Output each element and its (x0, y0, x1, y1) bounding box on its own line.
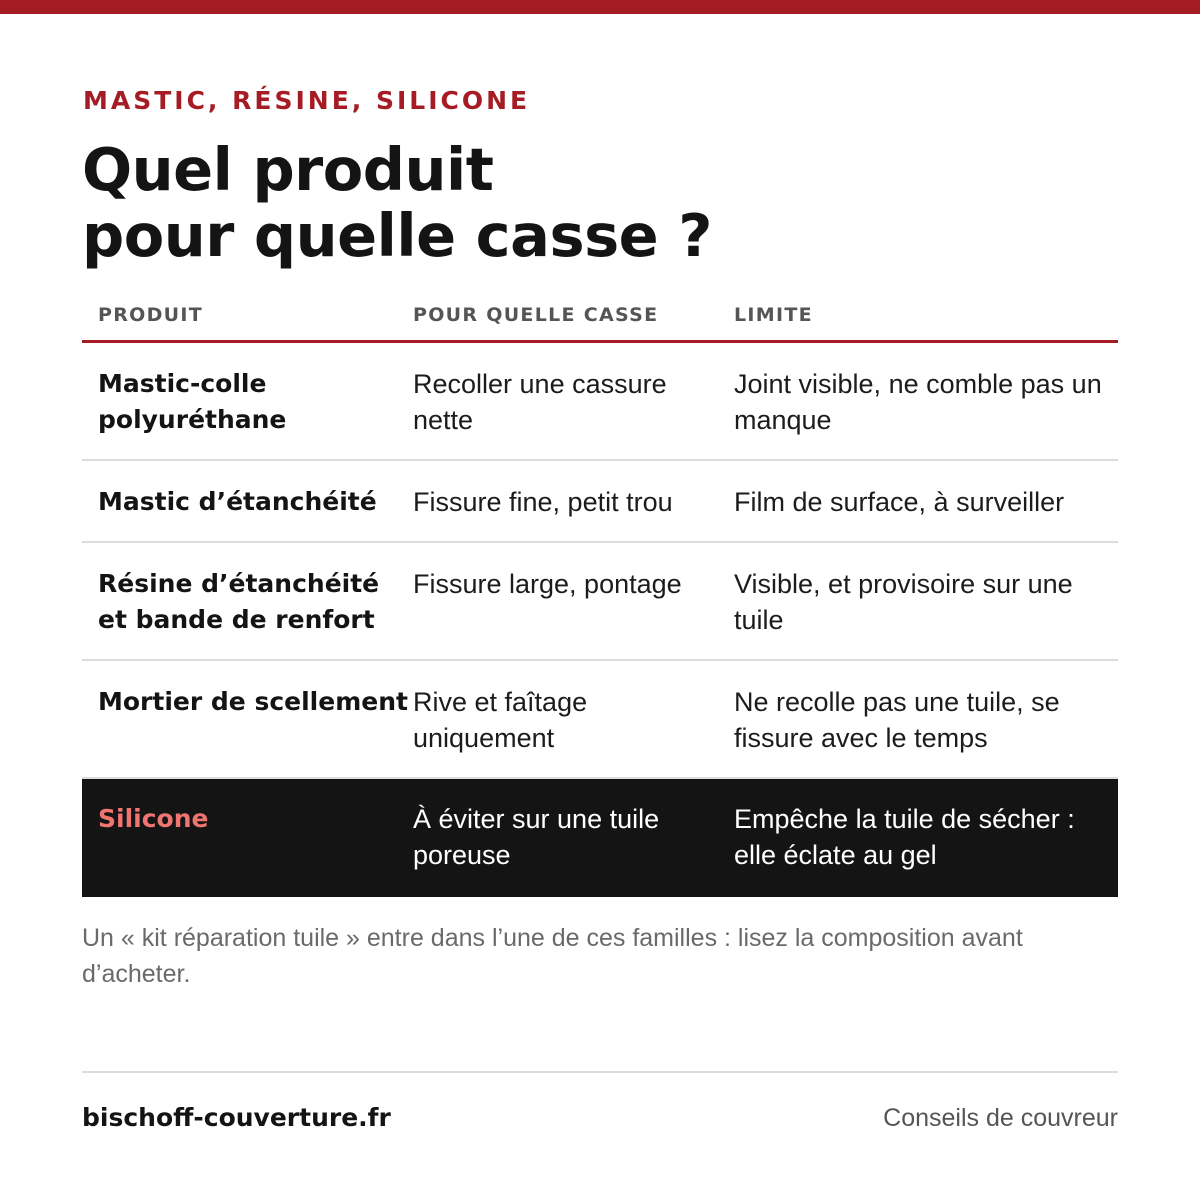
use-case: À éviter sur une tuile poreuse (413, 804, 660, 870)
table-row (82, 461, 1118, 543)
use-case: Recoller une cassure nette (413, 369, 667, 435)
footer-divider (82, 1071, 1118, 1073)
limit: Film de surface, à surveiller (734, 487, 1065, 517)
table-row-warning (82, 779, 1118, 897)
table-header (82, 290, 1118, 343)
use-case: Fissure large, pontage (413, 569, 682, 599)
header-pour-quelle-casse: POUR QUELLE CASSE (413, 304, 659, 326)
top-accent-bar (0, 0, 1200, 14)
limit: Joint visible, ne comble pas un manque (734, 369, 1102, 435)
table-row (82, 543, 1118, 661)
use-case: Rive et faîtage uniquement (413, 687, 588, 753)
title-line-1: Quel produit (82, 135, 494, 204)
product-name: Mortier de scellement (98, 687, 408, 716)
product-table (82, 290, 1118, 897)
product-name: Mastic d’étanchéité (98, 487, 377, 516)
header-limite: LIMITE (734, 304, 813, 326)
limit: Ne recolle pas une tuile, se fissure avec le temps (734, 687, 1060, 753)
footer-tagline: Conseils de couvreur (883, 1104, 1118, 1132)
product-name: Résine d’étanchéité et bande de renfort (98, 569, 380, 634)
limit: Empêche la tuile de sécher : elle éclate au gel (734, 804, 1075, 870)
product-name: Silicone (98, 804, 209, 833)
site-name: bischoff-couverture.fr (82, 1103, 391, 1132)
product-name: Mastic-colle polyuréthane (98, 369, 287, 434)
page-title (82, 137, 1122, 269)
header-produit: PRODUIT (98, 304, 204, 326)
limit: Visible, et provisoire sur une tuile (734, 569, 1073, 635)
table-row (82, 343, 1118, 461)
title-line-2: pour quelle casse ? (82, 201, 712, 270)
eyebrow-label: MASTIC, RÉSINE, SILICONE (83, 86, 531, 115)
table-row (82, 661, 1118, 779)
footnote: Un « kit réparation tuile » entre dans l’une de ces familles : lisez la composition avant d’acheter. (82, 924, 1023, 988)
use-case: Fissure fine, petit trou (413, 487, 673, 517)
